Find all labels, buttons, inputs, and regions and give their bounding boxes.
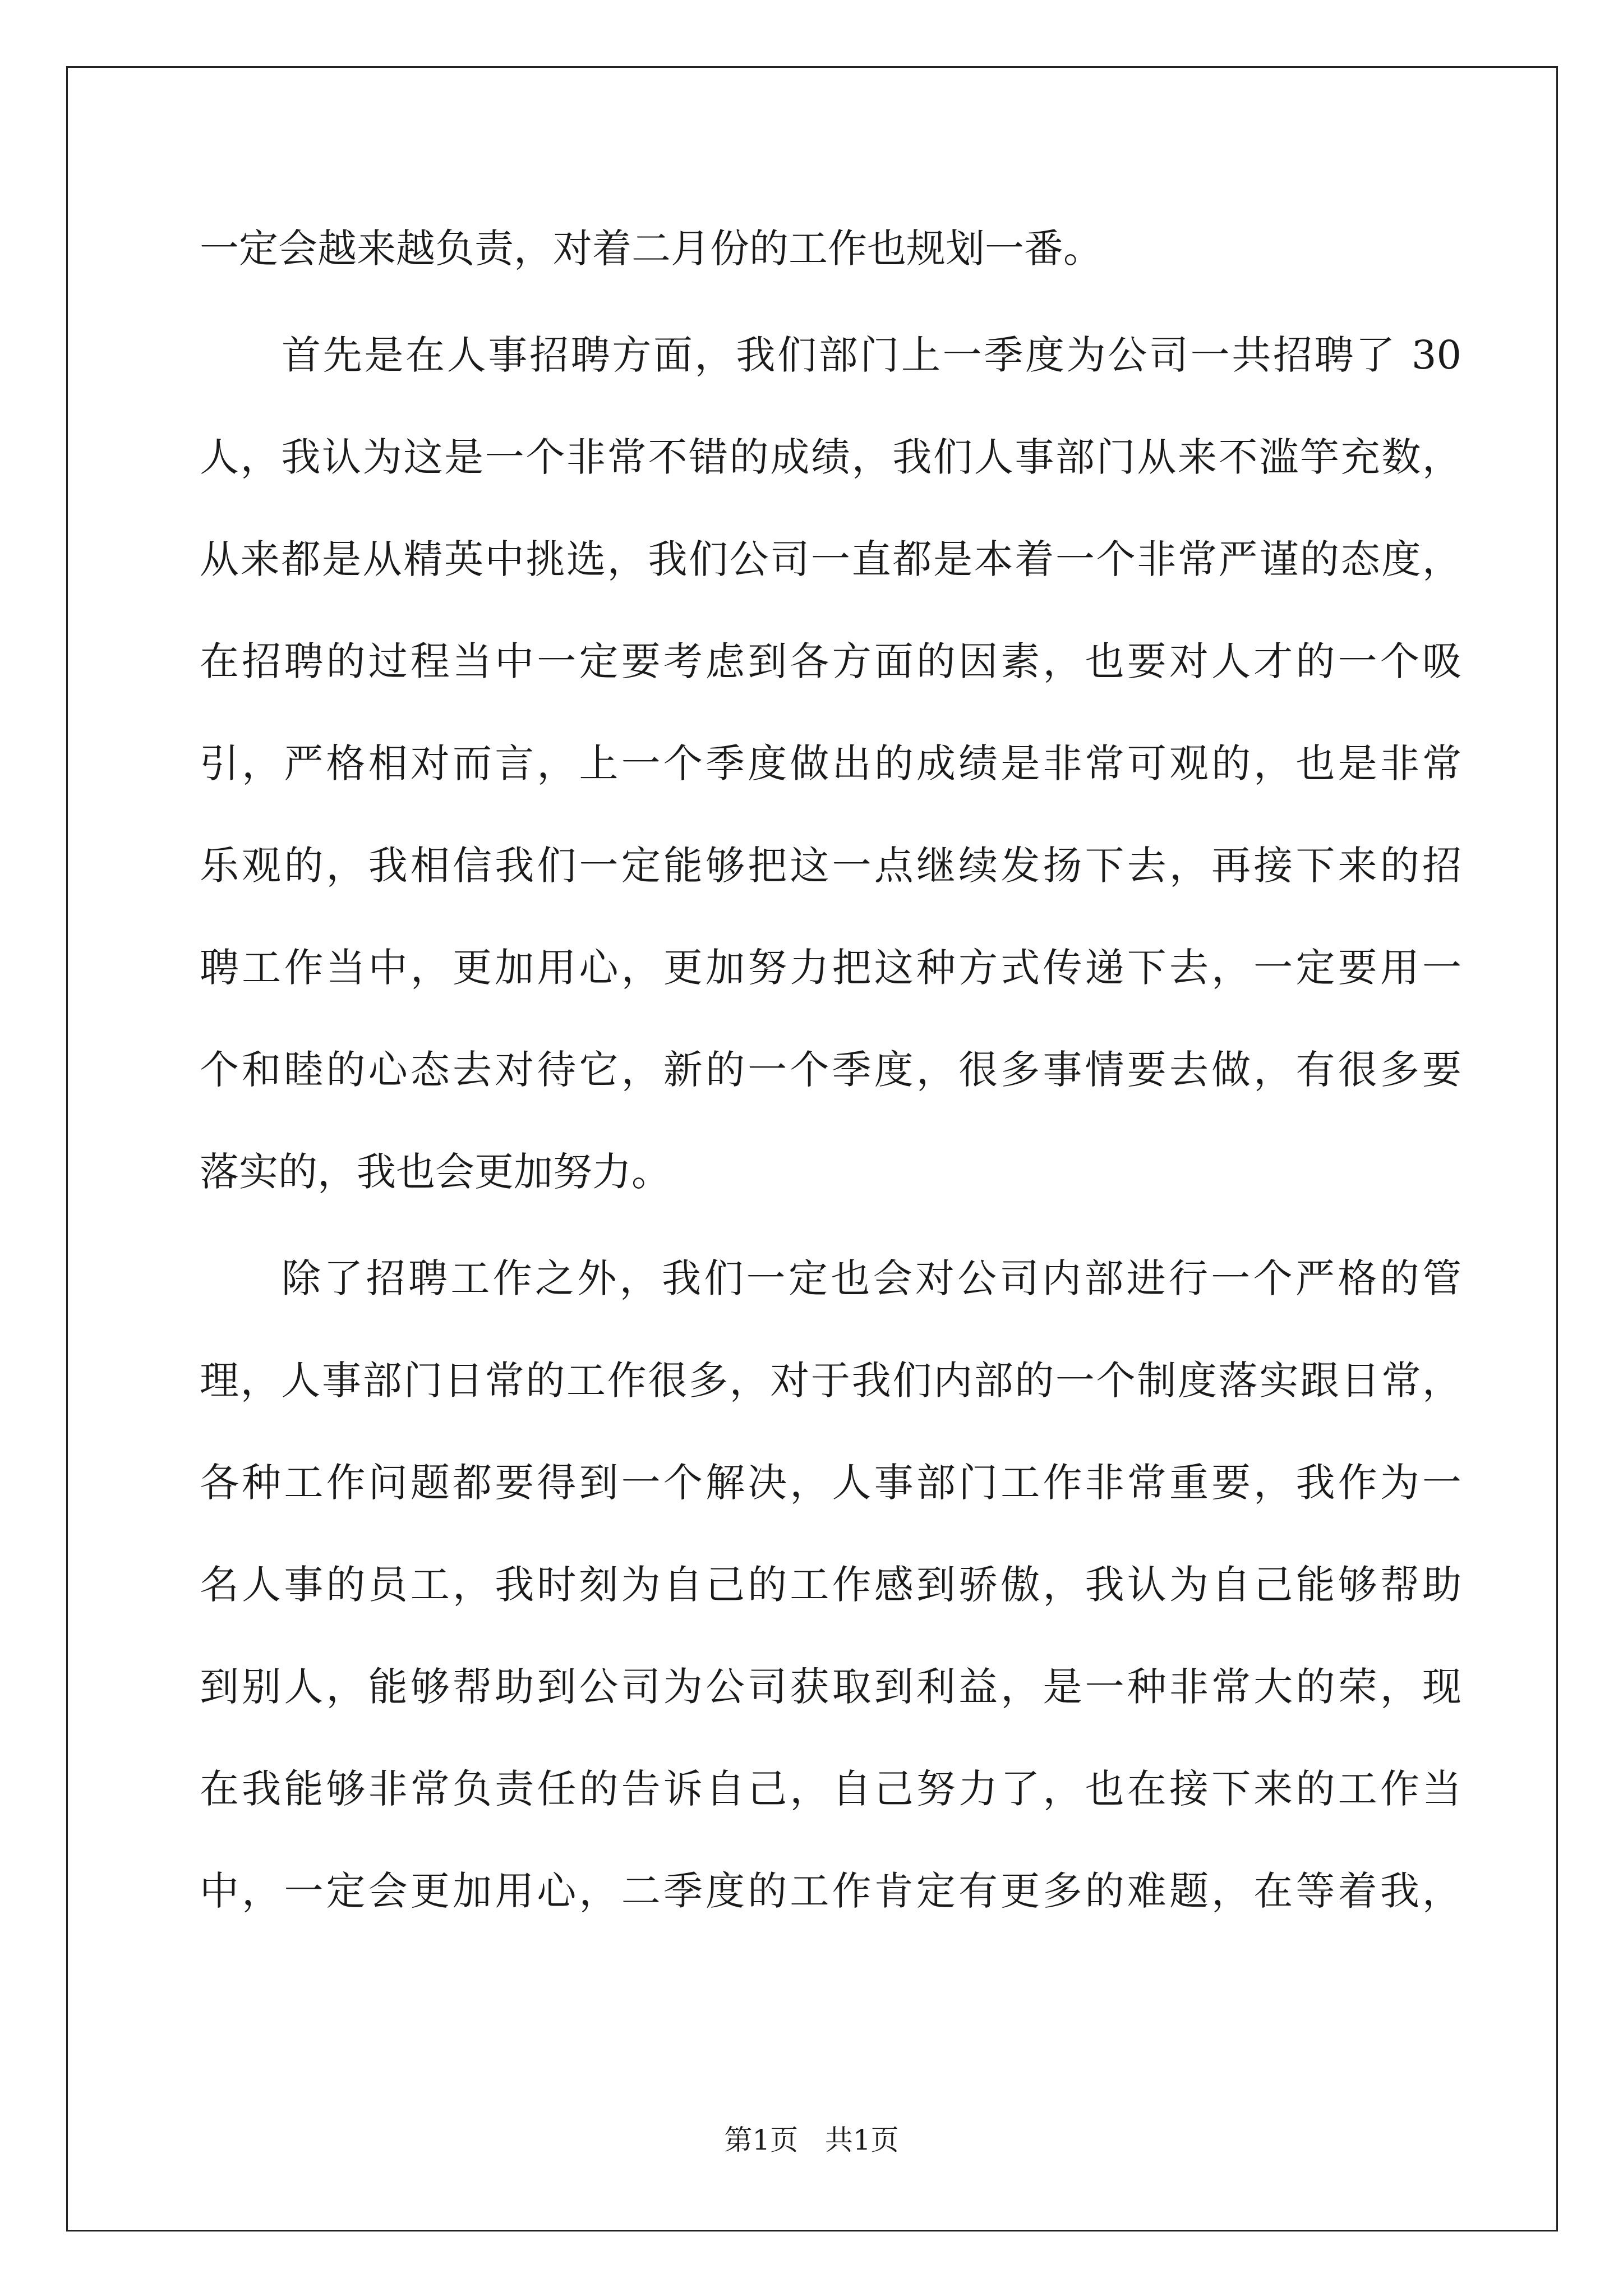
text-line-13: 各种工作问题都要得到一个解决，人事部门工作非常重要，我作为一 <box>200 1460 1461 1506</box>
text-line-8: 聘工作当中，更加用心，更加努力把这种方式传递下去，一定要用一 <box>200 945 1461 991</box>
text-line-11: 除了招聘工作之外，我们一定也会对公司内部进行一个严格的管 <box>282 1255 1461 1301</box>
text-line-9: 个和睦的心态去对待它，新的一个季度，很多事情要去做，有很多要 <box>200 1047 1461 1093</box>
text-line-7: 乐观的，我相信我们一定能够把这一点继续发扬下去，再接下来的招 <box>200 843 1461 889</box>
text-line-5: 在招聘的过程当中一定要考虑到各方面的因素，也要对人才的一个吸 <box>200 638 1461 684</box>
text-line-12: 理，人事部门日常的工作很多，对于我们内部的一个制度落实跟日常， <box>200 1358 1461 1404</box>
text-line-10: 落实的，我也会更加努力。 <box>200 1149 671 1195</box>
text-line-16: 在我能够非常负责任的告诉自己，自己努力了，也在接下来的工作当 <box>200 1766 1461 1812</box>
text-line-3: 人，我认为这是一个非常不错的成绩，我们人事部门从来不滥竽充数， <box>200 434 1461 480</box>
text-line-6: 引，严格相对而言，上一个季度做出的成绩是非常可观的，也是非常 <box>200 740 1461 786</box>
text-line-4: 从来都是从精英中挑选，我们公司一直都是本着一个非常严谨的态度， <box>200 536 1461 582</box>
text-line-17: 中，一定会更加用心，二季度的工作肯定有更多的难题，在等着我， <box>200 1868 1461 1914</box>
text-line-2: 首先是在人事招聘方面，我们部门上一季度为公司一共招聘了 30 <box>282 332 1461 378</box>
text-line-1: 一定会越来越负责，对着二月份的工作也规划一番。 <box>200 226 1103 272</box>
text-line-15: 到别人，能够帮助到公司为公司获取到利益，是一种非常大的荣，现 <box>200 1664 1461 1710</box>
text-line-14: 名人事的员工，我时刻为自己的工作感到骄傲，我认为自己能够帮助 <box>200 1562 1461 1608</box>
page-number-footer: 第1页 共1页 <box>724 2124 899 2156</box>
